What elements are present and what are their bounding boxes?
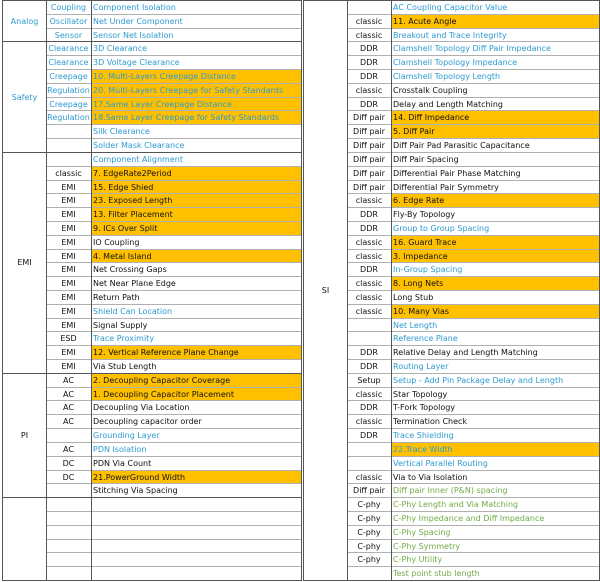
rule-name: Clamshell Topology Length xyxy=(393,72,501,82)
rule-name: Net Length xyxy=(393,320,438,330)
rule-category: classic xyxy=(355,16,383,26)
rule-category: DDR xyxy=(360,403,378,413)
table-row xyxy=(347,484,599,498)
rule-name: Test point stub length xyxy=(393,569,480,579)
rule-name: 20. Multi-Layers Creepage for Safety Standards xyxy=(91,84,301,97)
rule-category: EMI xyxy=(61,196,76,206)
table-row xyxy=(347,15,599,29)
rule-category: DDR xyxy=(360,44,378,54)
rule-category: classic xyxy=(355,196,383,206)
rule-name: PDN Isolation xyxy=(93,444,147,454)
rule-name: 10. Many Vias xyxy=(391,305,599,318)
rule-name: Clamshell Topology Impedance xyxy=(393,58,518,68)
table-row xyxy=(347,125,599,139)
table-row xyxy=(347,167,599,181)
table-row xyxy=(347,553,599,567)
rule-name: Diff Pair Spacing xyxy=(393,154,459,164)
table-row xyxy=(46,553,301,567)
rule-category: classic xyxy=(355,237,383,247)
rule-category xyxy=(347,443,391,456)
rule-category: AC xyxy=(63,403,74,413)
rule-name: 6. Edge Rate xyxy=(391,194,599,207)
rule-name: Net Near Plane Edge xyxy=(93,279,176,289)
rule-category: EMI xyxy=(61,210,76,220)
rule-name: 10. Multi-Layers Creepage Distance xyxy=(91,70,301,83)
rule-name: C-Phy Impedance and Diff Impedance xyxy=(393,513,545,523)
rule-category: DC xyxy=(62,472,75,482)
table-row xyxy=(46,415,301,429)
rule-name: Sensor Net Isolation xyxy=(93,30,174,40)
rule-name: Via to Via Isolation xyxy=(393,472,468,482)
table-row xyxy=(347,346,599,360)
rule-category xyxy=(46,153,91,166)
table-row xyxy=(46,167,301,181)
table-row xyxy=(347,498,599,512)
rule-name: Return Path xyxy=(93,293,140,302)
rule-category: classic xyxy=(355,30,383,40)
rule-name: Differential Pair Phase Matching xyxy=(393,168,521,178)
group-divider xyxy=(3,580,301,581)
rule-name: Solder Mask Clearance xyxy=(93,141,185,151)
rule-category: classic xyxy=(355,389,383,399)
rule-category: classic xyxy=(355,85,383,95)
rule-name: Shield Can Location xyxy=(93,306,173,316)
table-row xyxy=(347,277,599,291)
group-divider xyxy=(3,497,301,498)
table-row xyxy=(46,84,301,98)
rule-category: EMI xyxy=(61,306,76,316)
table-row xyxy=(46,360,301,374)
table-row xyxy=(347,153,599,167)
rule-name: 5. Diff Pair xyxy=(391,125,599,138)
rule-name: Differential Pair Symmetry xyxy=(393,182,499,192)
table-row xyxy=(46,471,301,485)
rule-name: 2. Decoupling Capacitor Coverage xyxy=(91,374,301,387)
rule-name: Vertical Parallel Routing xyxy=(393,458,488,468)
rule-name: AC Coupling Capacitor Value xyxy=(393,3,508,12)
rule-category: AC xyxy=(63,375,74,385)
rule-name: 1. Decoupling Capacitor Placement xyxy=(91,388,301,401)
rule-category: C-phy xyxy=(357,555,381,565)
table-row xyxy=(347,360,599,374)
rule-category: Diff pair xyxy=(353,127,385,137)
rule-name: IO Coupling xyxy=(93,237,140,247)
rule-category: Creepage xyxy=(49,72,88,82)
table-row xyxy=(46,98,301,112)
rule-name: Relative Delay and Length Matching xyxy=(393,348,538,358)
table-row xyxy=(46,332,301,346)
table-row xyxy=(46,484,301,498)
rule-category: EMI xyxy=(61,237,76,247)
table-row xyxy=(46,498,301,512)
right-rules-table xyxy=(303,0,600,581)
rule-name: Clamshell Topology Diff Pair Impedance xyxy=(393,44,551,54)
table-row xyxy=(46,42,301,56)
rule-category: C-phy xyxy=(357,527,381,537)
rule-name: 21.PowerGround Width xyxy=(91,471,301,484)
rule-category: Diff pair xyxy=(353,182,385,192)
column-divider xyxy=(347,1,348,581)
rule-name: 11. Acute Angle xyxy=(391,15,599,28)
table-row xyxy=(46,277,301,291)
table-row xyxy=(347,139,599,153)
table-row xyxy=(46,388,301,402)
rule-category: C-phy xyxy=(357,513,381,523)
rule-category xyxy=(46,526,91,539)
table-row xyxy=(347,222,599,236)
table-row xyxy=(347,526,599,540)
rule-name: Diff pair Inner (P&N) spacing xyxy=(393,486,508,496)
table-row xyxy=(347,42,599,56)
group-divider xyxy=(3,373,301,374)
table-row xyxy=(46,111,301,125)
rule-category: DDR xyxy=(360,348,378,358)
rule-name: In-Group Spacing xyxy=(393,265,463,275)
rule-name: Delay and Length Matching xyxy=(393,99,503,109)
table-row xyxy=(347,98,599,112)
rule-category: classic xyxy=(355,293,383,302)
rule-name: Termination Check xyxy=(393,417,468,427)
rule-name: Decoupling capacitor order xyxy=(93,417,202,427)
rule-group-label: EMI xyxy=(3,153,46,374)
rule-name xyxy=(91,498,301,511)
table-row xyxy=(46,125,301,139)
table-row xyxy=(46,153,301,167)
rule-category: DDR xyxy=(360,362,378,372)
rule-name: C-Phy Length and Via Matching xyxy=(393,500,519,510)
table-row xyxy=(46,194,301,208)
rule-name: 14. Diff Impedance xyxy=(391,111,599,124)
rule-category xyxy=(46,512,91,525)
rule-category: DC xyxy=(62,458,75,468)
table-row xyxy=(347,70,599,84)
rule-name: 3D Clearance xyxy=(93,44,148,54)
table-row xyxy=(347,415,599,429)
table-row xyxy=(46,457,301,471)
rule-category: classic xyxy=(355,279,383,289)
rule-category: classic xyxy=(355,306,383,316)
rule-category: classic xyxy=(355,472,383,482)
rule-category: EMI xyxy=(61,293,76,302)
table-row xyxy=(46,540,301,554)
rule-name: 15. Edge Shied xyxy=(91,181,301,194)
rule-category: classic xyxy=(55,168,82,178)
table-row xyxy=(347,208,599,222)
rule-group-label: SI xyxy=(304,1,347,581)
rule-category: Coupling xyxy=(50,3,87,12)
table-row xyxy=(347,56,599,70)
column-divider xyxy=(46,1,47,581)
rule-name: Diff Pair Pad Parasitic Capacitance xyxy=(393,141,530,151)
rule-category xyxy=(46,125,91,138)
rule-name: 7. EdgeRate2Period xyxy=(91,167,301,180)
rule-category: Regulation xyxy=(47,85,90,95)
table-row xyxy=(347,84,599,98)
table-row xyxy=(347,567,599,581)
group-divider xyxy=(3,152,301,153)
rule-name: Trace Proximity xyxy=(93,334,155,344)
rule-category: ESD xyxy=(60,334,77,344)
rule-category: Diff pair xyxy=(353,113,385,123)
table-row xyxy=(46,181,301,195)
rule-category: C-phy xyxy=(357,500,381,510)
rule-category: AC xyxy=(63,417,74,427)
rule-name xyxy=(91,526,301,539)
rule-category: Diff pair xyxy=(353,168,385,178)
table-row xyxy=(46,29,301,43)
rule-category: C-phy xyxy=(357,541,381,551)
table-row xyxy=(46,443,301,457)
rule-category: EMI xyxy=(61,362,76,372)
rule-category: EMI xyxy=(61,279,76,289)
rule-name xyxy=(91,553,301,566)
table-row xyxy=(46,263,301,277)
rule-category: Setup xyxy=(357,375,381,385)
rule-category xyxy=(46,498,91,511)
rule-category: EMI xyxy=(61,265,76,275)
table-row xyxy=(347,263,599,277)
group-divider xyxy=(304,580,599,581)
rule-group-label: PI xyxy=(3,374,46,498)
rule-name: 23. Exposed Length xyxy=(91,194,301,207)
rule-name: Signal Supply xyxy=(93,320,148,330)
table-row xyxy=(46,139,301,153)
table-row xyxy=(46,512,301,526)
table-row xyxy=(46,374,301,388)
column-divider xyxy=(91,1,92,581)
rule-category: Creepage xyxy=(49,99,88,109)
table-row xyxy=(347,374,599,388)
table-row xyxy=(347,429,599,443)
table-row xyxy=(347,305,599,319)
table-row xyxy=(46,208,301,222)
table-row xyxy=(347,29,599,43)
rule-category: Oscillator xyxy=(49,16,88,26)
table-row xyxy=(347,471,599,485)
rule-category: DDR xyxy=(360,99,378,109)
rule-group-label xyxy=(3,498,46,581)
rule-name: Fly-By Topology xyxy=(393,210,456,220)
table-row xyxy=(46,319,301,333)
table-row xyxy=(46,429,301,443)
table-row xyxy=(347,512,599,526)
table-row xyxy=(347,1,599,15)
rule-category: EMI xyxy=(61,223,76,233)
rule-group-label: Analog xyxy=(3,1,46,42)
rule-name: Trace Shielding xyxy=(393,431,454,441)
rule-category xyxy=(347,567,391,580)
rule-name: Crosstalk Coupling xyxy=(393,85,468,95)
table-row xyxy=(46,346,301,360)
rule-category: EMI xyxy=(61,182,76,192)
rule-category: Diff pair xyxy=(353,486,385,496)
rule-name: Routing Layer xyxy=(393,362,449,372)
rule-name: 3. Impedance xyxy=(391,250,599,263)
rule-category xyxy=(347,332,391,345)
rule-name: 4. Metal Island xyxy=(91,250,301,263)
table-row xyxy=(46,56,301,70)
rule-category: EMI xyxy=(61,348,76,358)
table-row xyxy=(347,250,599,264)
table-row xyxy=(347,388,599,402)
rule-name: Reference Plane xyxy=(393,334,458,344)
rule-name xyxy=(91,540,301,553)
rule-name: 3D Voltage Clearance xyxy=(93,58,180,68)
rule-name: 13. Filter Placement xyxy=(91,208,301,221)
rule-category: Clearance xyxy=(48,44,89,54)
table-row xyxy=(46,1,301,15)
rule-name: 17.Same Layer Creepage Distance xyxy=(91,98,301,111)
rule-category: DDR xyxy=(360,223,378,233)
rule-name: Stitching Via Spacing xyxy=(93,486,178,496)
rule-name: C-Phy Symmetry xyxy=(393,541,461,551)
rule-name: Decoupling Via Location xyxy=(93,403,190,413)
rule-name: 18.Same Layer Creepage for Safety Standards xyxy=(91,111,301,124)
table-row xyxy=(46,526,301,540)
rule-category: Clearance xyxy=(48,58,89,68)
rule-name: Grounding Layer xyxy=(93,431,160,441)
rule-category: Regulation xyxy=(47,113,90,123)
rule-name: Breakout and Trace Integrity xyxy=(393,30,507,40)
rule-name: PDN Via Count xyxy=(93,458,152,468)
table-row xyxy=(347,332,599,346)
rule-category: DDR xyxy=(360,431,378,441)
table-row xyxy=(347,401,599,415)
rule-name: Via Stub Length xyxy=(93,362,157,372)
rule-category: AC xyxy=(63,389,74,399)
rule-category: classic xyxy=(355,417,383,427)
table-row xyxy=(46,222,301,236)
column-divider xyxy=(391,1,392,581)
rule-group-label: Safety xyxy=(3,42,46,152)
rule-category: AC xyxy=(63,444,74,454)
rule-category xyxy=(46,429,91,442)
rule-name: Group to Group Spacing xyxy=(393,223,490,233)
rule-category xyxy=(46,553,91,566)
table-row xyxy=(347,236,599,250)
rule-category: DDR xyxy=(360,210,378,220)
table-row xyxy=(46,291,301,305)
rule-name: Silk Clearance xyxy=(93,127,150,137)
rule-name: Component Alignment xyxy=(93,154,183,164)
rule-category xyxy=(46,567,91,580)
rule-name: 9. ICs Over Split xyxy=(91,222,301,235)
rule-name: Long Stub xyxy=(393,293,434,302)
table-row xyxy=(46,401,301,415)
rule-name xyxy=(91,512,301,525)
table-row xyxy=(347,457,599,471)
table-row xyxy=(347,443,599,457)
rule-category: EMI xyxy=(61,320,76,330)
rule-name: C-Phy Spacing xyxy=(393,527,451,537)
table-row xyxy=(347,181,599,195)
rule-name: T-Fork Topology xyxy=(393,403,456,413)
rule-name xyxy=(91,567,301,580)
rule-category xyxy=(46,540,91,553)
rule-category: EMI xyxy=(61,251,76,261)
rule-name: C-Phy Utility xyxy=(393,555,443,565)
rule-category xyxy=(347,457,391,470)
table-row xyxy=(347,291,599,305)
rule-category: DDR xyxy=(360,58,378,68)
rule-name: Net Crossing Gaps xyxy=(93,265,167,275)
table-row xyxy=(347,111,599,125)
rule-name: 22.Trace Width xyxy=(391,443,599,456)
rule-name: Star Topology xyxy=(393,389,448,399)
rule-category: DDR xyxy=(360,72,378,82)
table-row xyxy=(46,15,301,29)
rule-name: Net Under Component xyxy=(93,16,183,26)
rule-category xyxy=(46,484,91,497)
table-row xyxy=(46,236,301,250)
left-rules-table xyxy=(2,0,302,581)
rule-category: Sensor xyxy=(54,30,83,40)
rule-category xyxy=(46,139,91,152)
table-row xyxy=(46,250,301,264)
rule-category xyxy=(347,319,391,332)
rule-name: 8. Long Nets xyxy=(391,277,599,290)
table-row xyxy=(46,567,301,581)
table-row xyxy=(347,194,599,208)
rule-category: Diff pair xyxy=(353,154,385,164)
table-row xyxy=(46,305,301,319)
rule-category: classic xyxy=(355,251,383,261)
table-row xyxy=(347,540,599,554)
rule-category: DDR xyxy=(360,265,378,275)
rule-category xyxy=(347,1,391,14)
rule-category: Diff pair xyxy=(353,141,385,151)
rule-name: Setup - Add Pin Package Delay and Length xyxy=(393,375,564,385)
rule-name: 12. Vertical Reference Plane Change xyxy=(91,346,301,359)
table-row xyxy=(347,319,599,333)
rule-name: 16. Guard Trace xyxy=(391,236,599,249)
table-row xyxy=(46,70,301,84)
group-divider xyxy=(3,41,301,42)
rule-name: Component Isolation xyxy=(93,3,176,12)
